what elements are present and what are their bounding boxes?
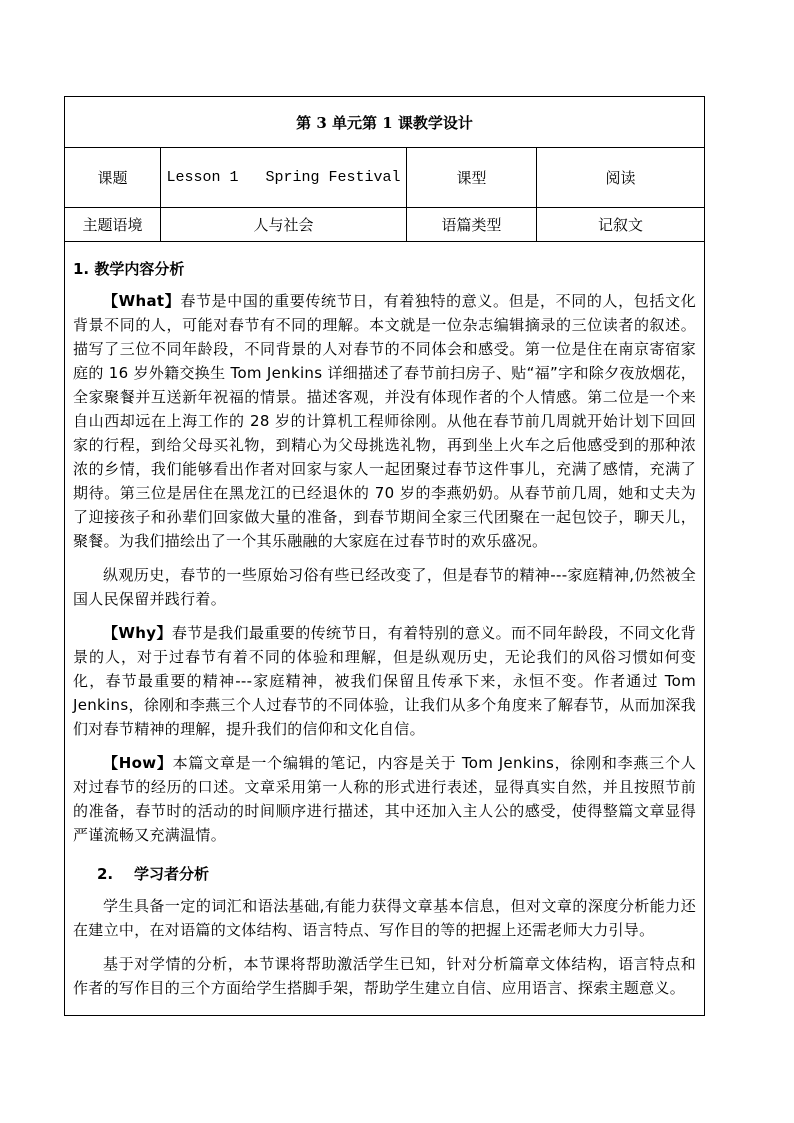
learner-paragraph-1: 学生具备一定的词汇和语法基础,有能力获得文章基本信息，但对文章的深度分析能力还在建立中，在对语篇的文体结构、语言特点、写作目的等的把握上还需老师大力引导。 bbox=[73, 897, 697, 939]
lesson-plan-table bbox=[64, 96, 705, 1016]
genre-label: 语篇类型 bbox=[407, 208, 537, 242]
genre-value: 记叙文 bbox=[537, 208, 705, 242]
history-paragraph: 纵观历史，春节的一些原始习俗有些已经改变了，但是春节的精神---家庭精神,仍然被全国人民保留并践行着。 bbox=[73, 566, 697, 608]
section1-heading: 1. 教学内容分析 bbox=[73, 260, 185, 278]
topic-value: Lesson 1 Spring Festival bbox=[161, 148, 407, 208]
content-cell bbox=[65, 242, 705, 1016]
why-text: 春节是我们最重要的传统节日，有着特别的意义。而不同年龄段，不同文化背景的人，对于过春节有着不同的体验和理解，但是纵观历史，无论我们的风俗习惯如何变化，春节最重要的精神---家庭精神，被我们保留且传承下来，永恒不变。作者通过 Tom Jenkins，徐刚和李燕三个人过春节的不同体验，让我们从多个角度来了解春节，从而加深我们对春节精神的理解，提升我们的信仰和文化自信。 bbox=[73, 624, 697, 738]
why-paragraph bbox=[73, 621, 696, 741]
how-label: 【How】 bbox=[103, 754, 173, 772]
section2-heading: 2. 学习者分析 bbox=[97, 865, 210, 883]
how-text: 本篇文章是一个编辑的笔记，内容是关于 Tom Jenkins，徐刚和李燕三个人对过春节的经历的口述。文章采用第一人称的形式进行表述，显得真实自然，并且按照节前的准备，春节时的活动的时间顺序进行描述，其中还加入主人公的感受，使得整篇文章显得严谨流畅又充满温情。 bbox=[73, 754, 697, 844]
what-paragraph bbox=[73, 289, 696, 553]
context-label: 主题语境 bbox=[65, 208, 161, 242]
type-value: 阅读 bbox=[537, 148, 705, 208]
type-label: 课型 bbox=[407, 148, 537, 208]
why-label: 【Why】 bbox=[103, 624, 172, 642]
what-text: 春节是中国的重要传统节日，有着独特的意义。但是，不同的人，包括文化背景不同的人，可能对春节有不同的理解。本文就是一位杂志编辑摘录的三位读者的叙述。描写了三位不同年龄段，不同背景的人对春节的不同体会和感受。第一位是住在南京寄宿家庭的 16 岁外籍交换生 Tom Jenkins 详细描述了春节前扫房子、贴“福”字和除夕夜放烟花，全家聚餐并互送新年祝福的情景。描述客观，并没有体现作者的个人情感。第二位是一个来自山西却远在上海工作的 28 岁的计算机工程师徐刚。从他在春节前几周就开始计划下回回家的行程，到给父母买礼物，到精心为父母挑选礼物，再到坐上火车之后他感受到的那种浓浓的乡情，我们能够看出作者对回家与家人一起团聚过春节这件事儿，充满了感情，充满了期待。第三位是居住在黑龙江的已经退休的 70 岁的李燕奶奶。从春节前几周，她和丈夫为了迎接孩子和孙辈们回家做大量的准备，到春节期间全家三代团聚在一起包饺子，聊天儿，聚餐。为我们描绘出了一个其乐融融的大家庭在过春节时的欢乐盛况。 bbox=[73, 292, 697, 550]
topic-label: 课题 bbox=[65, 148, 161, 208]
learner-paragraph-2: 基于对学情的分析，本节课将帮助激活学生已知，针对分析篇章文体结构，语言特点和作者的写作目的三个方面给学生搭脚手架，帮助学生建立自信、应用语言、探索主题意义。 bbox=[73, 955, 697, 997]
document-title: 第 3 单元第 1 课教学设计 bbox=[65, 97, 705, 148]
how-paragraph bbox=[73, 751, 696, 847]
context-value: 人与社会 bbox=[161, 208, 407, 242]
what-label: 【What】 bbox=[103, 292, 181, 310]
